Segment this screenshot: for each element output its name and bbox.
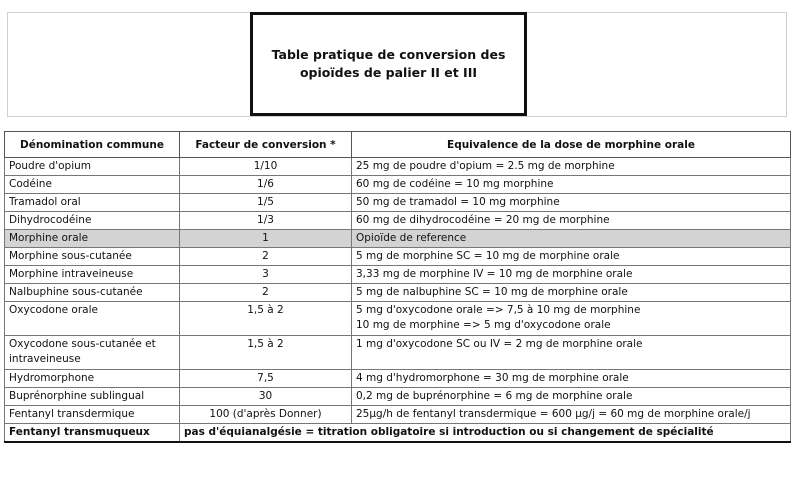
- cell-equivalence: 50 mg de tramadol = 10 mg morphine: [352, 194, 791, 212]
- cell-factor: 7,5: [180, 370, 352, 388]
- table-row: [5, 336, 791, 370]
- equivalence-line-1: 5 mg d'oxycodone orale => 7,5 à 10 mg de morphine: [356, 304, 641, 316]
- table-row: [5, 388, 791, 406]
- cell-name: [5, 336, 180, 370]
- cell-name: Tramadol oral: [5, 194, 180, 212]
- cell-name: Morphine intraveineuse: [5, 266, 180, 284]
- cell-equivalence: 60 mg de codéine = 10 mg morphine: [352, 176, 791, 194]
- equivalence-line-2: 10 mg de morphine => 5 mg d'oxycodone orale: [356, 319, 611, 331]
- cell-name: Oxycodone orale: [5, 302, 180, 336]
- cell-name: Morphine orale: [5, 230, 180, 248]
- cell-note: pas d'équianalgésie = titration obligatoire si introduction ou si changement de spécialité: [180, 424, 791, 443]
- cell-equivalence: Opioïde de reference: [352, 230, 791, 248]
- table-row: [5, 370, 791, 388]
- cell-equivalence: 25µg/h de fentanyl transdermique = 600 µg/j = 60 mg de morphine orale/j: [352, 406, 791, 424]
- table-row: [5, 302, 791, 336]
- cell-factor: 2: [180, 248, 352, 266]
- table-row: [5, 212, 791, 230]
- cell-factor: 30: [180, 388, 352, 406]
- table-row: [5, 248, 791, 266]
- cell-equivalence: 3,33 mg de morphine IV = 10 mg de morphine orale: [352, 266, 791, 284]
- cell-equivalence: 60 mg de dihydrocodéine = 20 mg de morphine: [352, 212, 791, 230]
- table-row: [5, 406, 791, 424]
- cell-name: Fentanyl transmuqueux: [5, 424, 180, 443]
- conversion-table: [4, 131, 791, 443]
- cell-factor: 1,5 à 2: [180, 302, 352, 336]
- title-box: [250, 12, 527, 116]
- conversion-table-container: [4, 131, 790, 443]
- cell-equivalence: 1 mg d'oxycodone SC ou IV = 2 mg de morphine orale: [352, 336, 791, 370]
- cell-equivalence: 5 mg de morphine SC = 10 mg de morphine orale: [352, 248, 791, 266]
- cell-name: Dihydrocodéine: [5, 212, 180, 230]
- table-header-row: [5, 132, 791, 158]
- title-line-2: opioïdes de palier II et III: [299, 65, 478, 80]
- cell-equivalence: 4 mg d'hydromorphone = 30 mg de morphine orale: [352, 370, 791, 388]
- cell-factor: 1,5 à 2: [180, 336, 352, 370]
- cell-equivalence: 25 mg de poudre d'opium = 2.5 mg de morphine: [352, 158, 791, 176]
- table-row: [5, 284, 791, 302]
- cell-factor: 1/10: [180, 158, 352, 176]
- cell-name: Nalbuphine sous-cutanée: [5, 284, 180, 302]
- cell-factor: 100 (d'après Donner): [180, 406, 352, 424]
- cell-factor: 1: [180, 230, 352, 248]
- cell-factor: 2: [180, 284, 352, 302]
- cell-factor: 3: [180, 266, 352, 284]
- page-title: [272, 46, 506, 82]
- cell-name: Buprénorphine sublingual: [5, 388, 180, 406]
- table-row-reference: [5, 230, 791, 248]
- cell-factor: 1/3: [180, 212, 352, 230]
- header-factor: Facteur de conversion *: [180, 132, 352, 158]
- table-row: [5, 176, 791, 194]
- cell-name: Morphine sous-cutanée: [5, 248, 180, 266]
- cell-name: Hydromorphone: [5, 370, 180, 388]
- cell-factor: 1/5: [180, 194, 352, 212]
- cell-equivalence: 5 mg de nalbuphine SC = 10 mg de morphine orale: [352, 284, 791, 302]
- title-line-1: Table pratique de conversion des: [271, 47, 506, 62]
- cell-equivalence: [352, 302, 791, 336]
- header-equivalence: Equivalence de la dose de morphine orale: [352, 132, 791, 158]
- cell-equivalence: 0,2 mg de buprénorphine = 6 mg de morphine orale: [352, 388, 791, 406]
- table-row: [5, 266, 791, 284]
- header-name: Dénomination commune: [5, 132, 180, 158]
- cell-name: Codéine: [5, 176, 180, 194]
- cell-name: Poudre d'opium: [5, 158, 180, 176]
- name-line-1: Oxycodone sous-cutanée et: [9, 338, 156, 350]
- table-row-last: [5, 424, 791, 443]
- table-row: [5, 194, 791, 212]
- table-row: [5, 158, 791, 176]
- name-line-2: intraveineuse: [9, 353, 81, 365]
- cell-name: Fentanyl transdermique: [5, 406, 180, 424]
- cell-factor: 1/6: [180, 176, 352, 194]
